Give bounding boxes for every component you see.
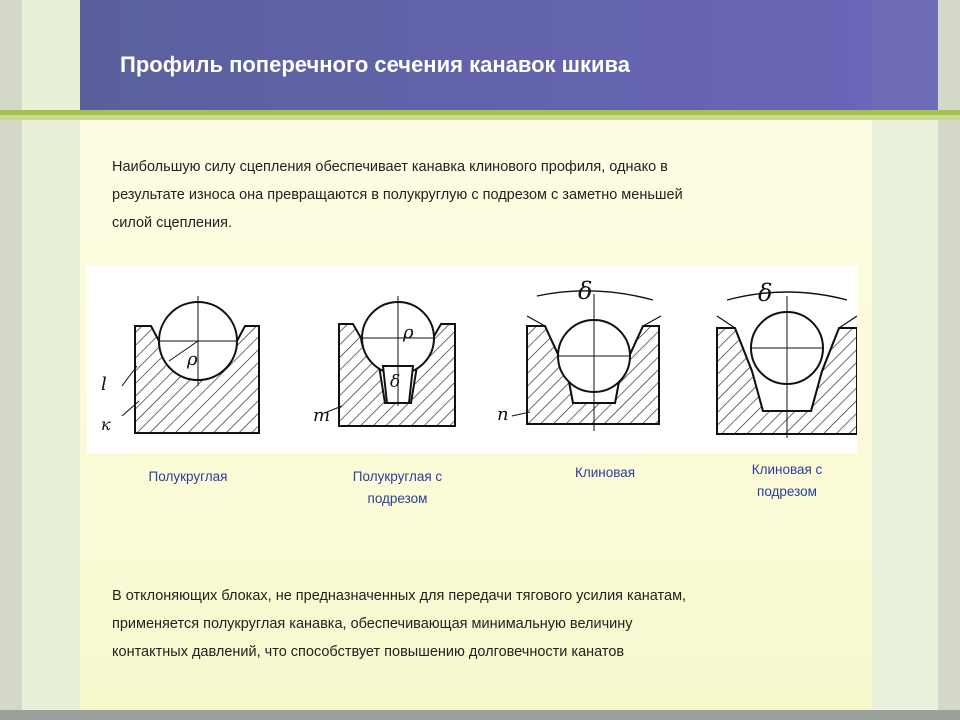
caption-v-groove: [548, 462, 662, 484]
label-delta: δ: [578, 277, 593, 305]
label-rho: ρ: [403, 322, 414, 343]
label-n: n: [497, 404, 509, 425]
caption-line: Полукруглая с: [352, 469, 443, 484]
label-delta: δ: [758, 279, 773, 307]
profile-v-groove: [497, 277, 661, 431]
caption-line: Клиновая с: [751, 462, 823, 477]
label-l: l: [101, 374, 107, 395]
slide-title: Профиль поперечного сечения канавок шкива: [120, 52, 630, 77]
accent-stripe: [0, 110, 960, 120]
bottom-bar: [0, 710, 960, 720]
caption-semicircular-undercut: [330, 466, 465, 510]
outro-line: применяется полукруглая канавка, обеспечивающая минимальную величину: [112, 616, 633, 632]
caption-line: Клиновая: [574, 465, 636, 480]
caption-line: Полукруглая: [148, 469, 228, 484]
title-banner-extension: [872, 0, 938, 110]
left-margin: [0, 0, 80, 720]
caption-v-groove-undercut: [722, 459, 852, 503]
label-rho: ρ: [187, 349, 198, 370]
intro-line: Наибольшую силу сцепления обеспечивает канавка клинового профиля, однако в: [112, 159, 668, 175]
groove-profiles-drawing: [87, 266, 857, 453]
caption-semicircular: [128, 466, 248, 488]
outro-line: В отклоняющих блоках, не предназначенных для передачи тягового усилия канатам,: [112, 588, 687, 604]
groove-profiles-figure: [87, 266, 857, 453]
intro-paragraph: [112, 153, 812, 237]
caption-line: подрезом: [367, 491, 428, 506]
outro-paragraph: [112, 582, 832, 666]
profile-semicircular: [101, 296, 259, 434]
label-m: m: [313, 405, 331, 426]
intro-line: результате износа она превращаются в полукруглую с подрезом с заметно меньшей: [112, 187, 683, 203]
intro-line: силой сцепления.: [112, 215, 232, 231]
label-k: к: [101, 415, 111, 434]
profile-semicircular-undercut: [313, 296, 455, 426]
caption-line: подрезом: [757, 484, 817, 499]
profile-v-groove-undercut: [717, 279, 857, 438]
outro-line: контактных давлений, что способствует повышению долговечности канатов: [112, 644, 625, 660]
label-delta: δ: [390, 372, 401, 392]
